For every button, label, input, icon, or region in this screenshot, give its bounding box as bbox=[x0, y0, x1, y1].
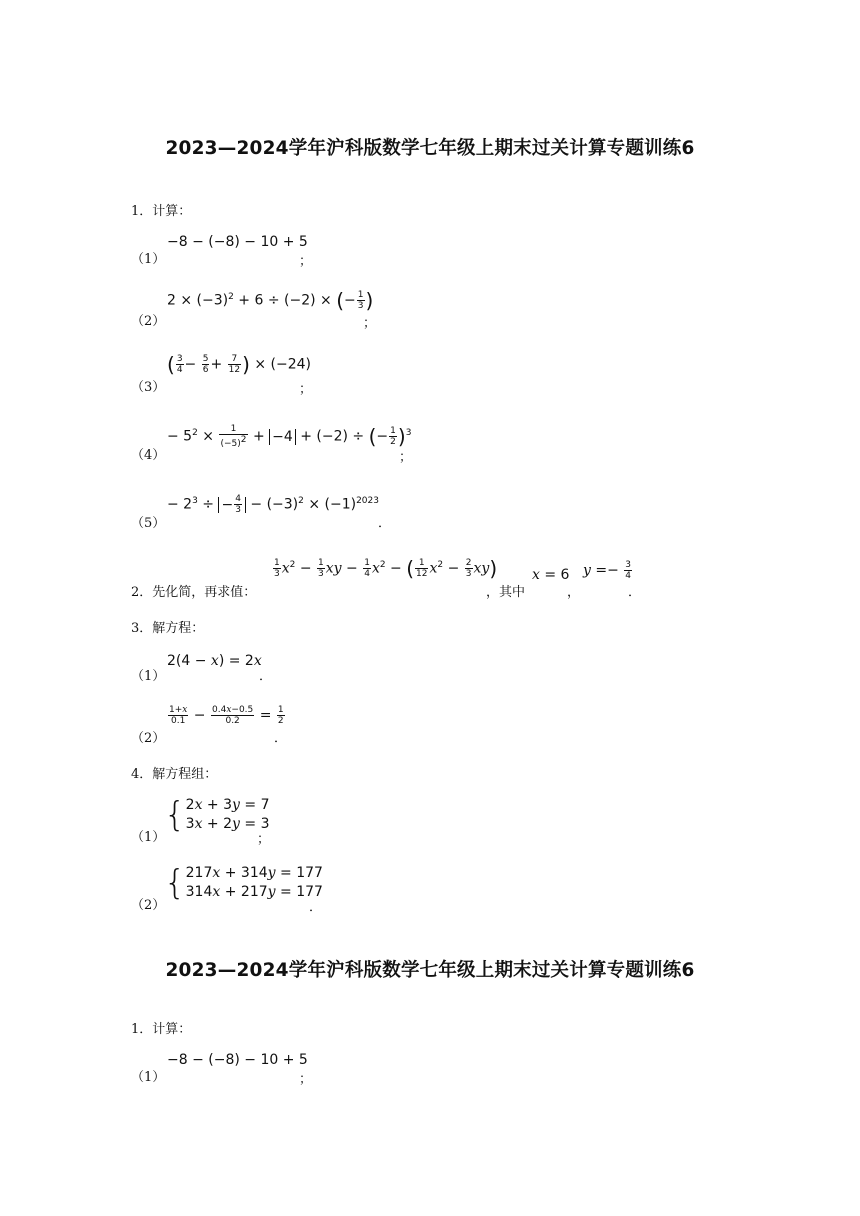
item-end: ． bbox=[378, 516, 392, 531]
item-number: （2） bbox=[131, 898, 166, 913]
math-expression: − $2^3$ ÷ − $\frac{4}{3}$ − $(-3)^2 \times (-1)^{2023}$ bbox=[167, 494, 379, 515]
item-end: ； bbox=[363, 316, 377, 331]
item-end: ． bbox=[274, 731, 288, 746]
q1-item-4 bbox=[131, 420, 451, 465]
math-system: { 2x + 3y = 7 3x + 2y = 3 bbox=[164, 795, 270, 835]
q1-item-3 bbox=[131, 352, 431, 397]
question-1-label: 1．计算： bbox=[131, 204, 192, 219]
question-2 bbox=[131, 556, 691, 600]
item-number: （1） bbox=[131, 830, 166, 845]
q1-item-1-repeat bbox=[131, 1050, 431, 1087]
math-expression: 2(4 − x) = 2x bbox=[167, 653, 262, 669]
math-expression: −8 − (−8) − 10 + 5 bbox=[167, 234, 308, 250]
item-end: ； bbox=[299, 254, 313, 269]
item-number: （4） bbox=[131, 448, 166, 463]
q3-item-2 bbox=[131, 703, 431, 746]
math-expression: $\frac{1}{3}$ $x^2$ − $\frac{1}{3}$ xy − $\frac{1}{4}$ $x^2$ − ( $\frac{1}{12}$ $x^2$ − $\frac{2}{3}$ xy) bbox=[274, 556, 498, 581]
item-end: ； bbox=[399, 450, 413, 465]
item-end: ； bbox=[299, 382, 313, 397]
item-number: （3） bbox=[131, 380, 166, 395]
question-1-label-repeat: 1．计算： bbox=[131, 1022, 192, 1037]
math-expression: ( $\frac{3}{4}$ − $\frac{5}{6}$ + $\frac{7}{12}$ ) × (−24) bbox=[167, 352, 312, 377]
math-expression: −8 − (−8) − 10 + 5 bbox=[167, 1052, 308, 1068]
math-y-value: y =− $\frac{3}{4}$ bbox=[583, 560, 632, 581]
question-2-mid: ，其中 bbox=[486, 585, 526, 600]
q1-item-1 bbox=[131, 232, 431, 269]
item-end: ； bbox=[299, 1072, 313, 1087]
item-number: （2） bbox=[131, 314, 166, 329]
item-number: （1） bbox=[131, 1070, 166, 1085]
item-number: （1） bbox=[131, 669, 166, 684]
math-expression: − $5^2$ × $\frac{1}{(-5)^2}$ + −4 + (−2) ÷ (− $\frac{1}{2}$ )$^3$ bbox=[167, 424, 412, 449]
math-system: { 217x + 314y = 177 314x + 217y = 177 bbox=[164, 863, 323, 903]
item-number: （5） bbox=[131, 516, 166, 531]
item-number: （1） bbox=[131, 252, 166, 267]
document-title-repeat: 2023—2024学年沪科版数学七年级上期末过关计算专题训练6 bbox=[165, 960, 695, 981]
math-expression: $2 \times (-3)^2 + 6 \div (-2)$ × (− $\frac{1}{3}$ ) bbox=[167, 288, 374, 313]
q4-item-1 bbox=[131, 796, 431, 846]
q1-item-2 bbox=[131, 288, 431, 331]
question-3-label: 3．解方程： bbox=[131, 621, 205, 636]
question-4-label: 4．解方程组： bbox=[131, 767, 218, 782]
item-number: （2） bbox=[131, 731, 166, 746]
question-2-label: 2．先化简，再求值： bbox=[131, 585, 257, 600]
item-end: ． bbox=[309, 900, 323, 915]
math-expression: $\frac{1+x}{0.1}$ − $\frac{0.4x-0.5}{0.2}$ = $\frac{1}{2}$ bbox=[169, 705, 284, 726]
document-title: 2023—2024学年沪科版数学七年级上期末过关计算专题训练6 bbox=[165, 138, 695, 159]
q4-item-2 bbox=[131, 864, 431, 914]
item-end: ； bbox=[257, 832, 271, 847]
q1-item-5 bbox=[131, 492, 431, 531]
item-end: ． bbox=[259, 669, 273, 684]
q3-item-1 bbox=[131, 650, 431, 684]
question-2-sep: ， bbox=[567, 585, 581, 600]
question-2-end: ． bbox=[628, 585, 642, 600]
math-x-value: x = 6 bbox=[532, 567, 570, 583]
